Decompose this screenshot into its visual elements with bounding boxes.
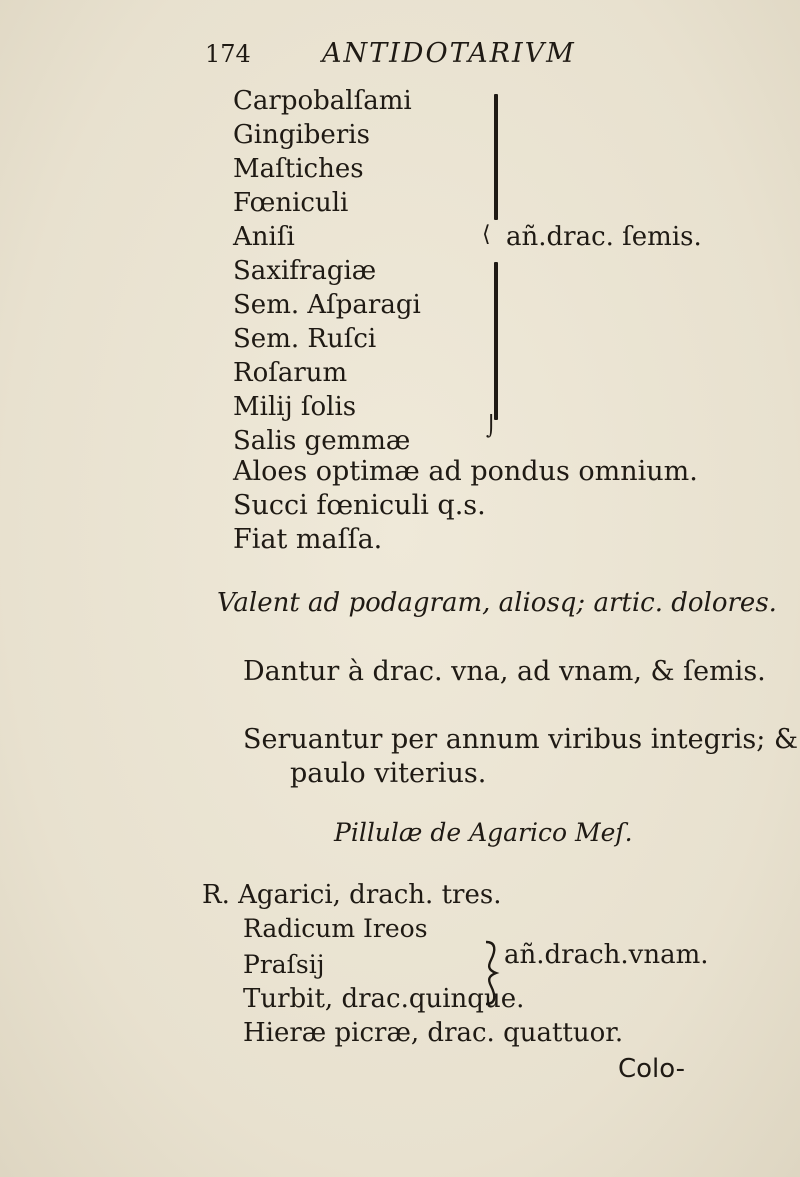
recipe-title: Pillulæ de Agarico Meſ. (334, 818, 633, 847)
page-number: 174 (205, 40, 251, 68)
ingredient-line: Milij ſolis (233, 392, 357, 422)
running-head: ANTIDOTARIVM (322, 38, 576, 69)
ingredient-line: Salis gemmæ (233, 426, 411, 456)
ingredient-line: Gingiberis (233, 120, 370, 150)
valent-line: Valent ad podagram, aliosq; artic. dolores. (217, 588, 777, 618)
fiat-line: Fiat maſſa. (233, 524, 383, 555)
seruantur-line-2: paulo viterius. (290, 758, 487, 789)
ingredient-line: Saxifragiæ (233, 256, 377, 286)
dantur-line: Dantur à drac. vna, ad vnam, & ſemis. (243, 656, 766, 687)
aloes-line: Aloes optimæ ad pondus omnium. (233, 456, 698, 487)
agarici-line: R. Agarici, drach. tres. (202, 880, 502, 910)
catchword: Colo- (618, 1054, 686, 1084)
brace-foot: ⌡ (486, 414, 497, 438)
brace-lower (494, 262, 498, 420)
brace-item: Praſsij (243, 950, 325, 979)
ingredient-line: Sem. Aſparagi (233, 290, 421, 320)
ingredient-line: Carpobalſami (233, 86, 412, 116)
ingredient-line: Sem. Ruſci (233, 324, 377, 354)
brace-dose: añ.drac. ſemis. (506, 222, 702, 252)
brace-point: ⟨ (482, 222, 491, 247)
brace-dose-2: añ.drach.vnam. (504, 940, 709, 970)
succi-line: Succi fœniculi q.s. (233, 490, 486, 521)
ingredient-line: Aniſi (233, 222, 295, 252)
ingredient-line: Maſtiches (233, 154, 364, 184)
seruantur-line-1: Seruantur per annum viribus integris; & (243, 724, 798, 755)
brace-upper (494, 94, 498, 220)
hierae-line: Hieræ picræ, drac. quattuor. (243, 1018, 624, 1048)
ingredient-line: Fœniculi (233, 188, 349, 218)
turbit-line: Turbit, drac.quinque. (243, 984, 525, 1014)
ingredient-line: Roſarum (233, 358, 348, 388)
brace-item: Radicum Ireos (243, 914, 428, 943)
